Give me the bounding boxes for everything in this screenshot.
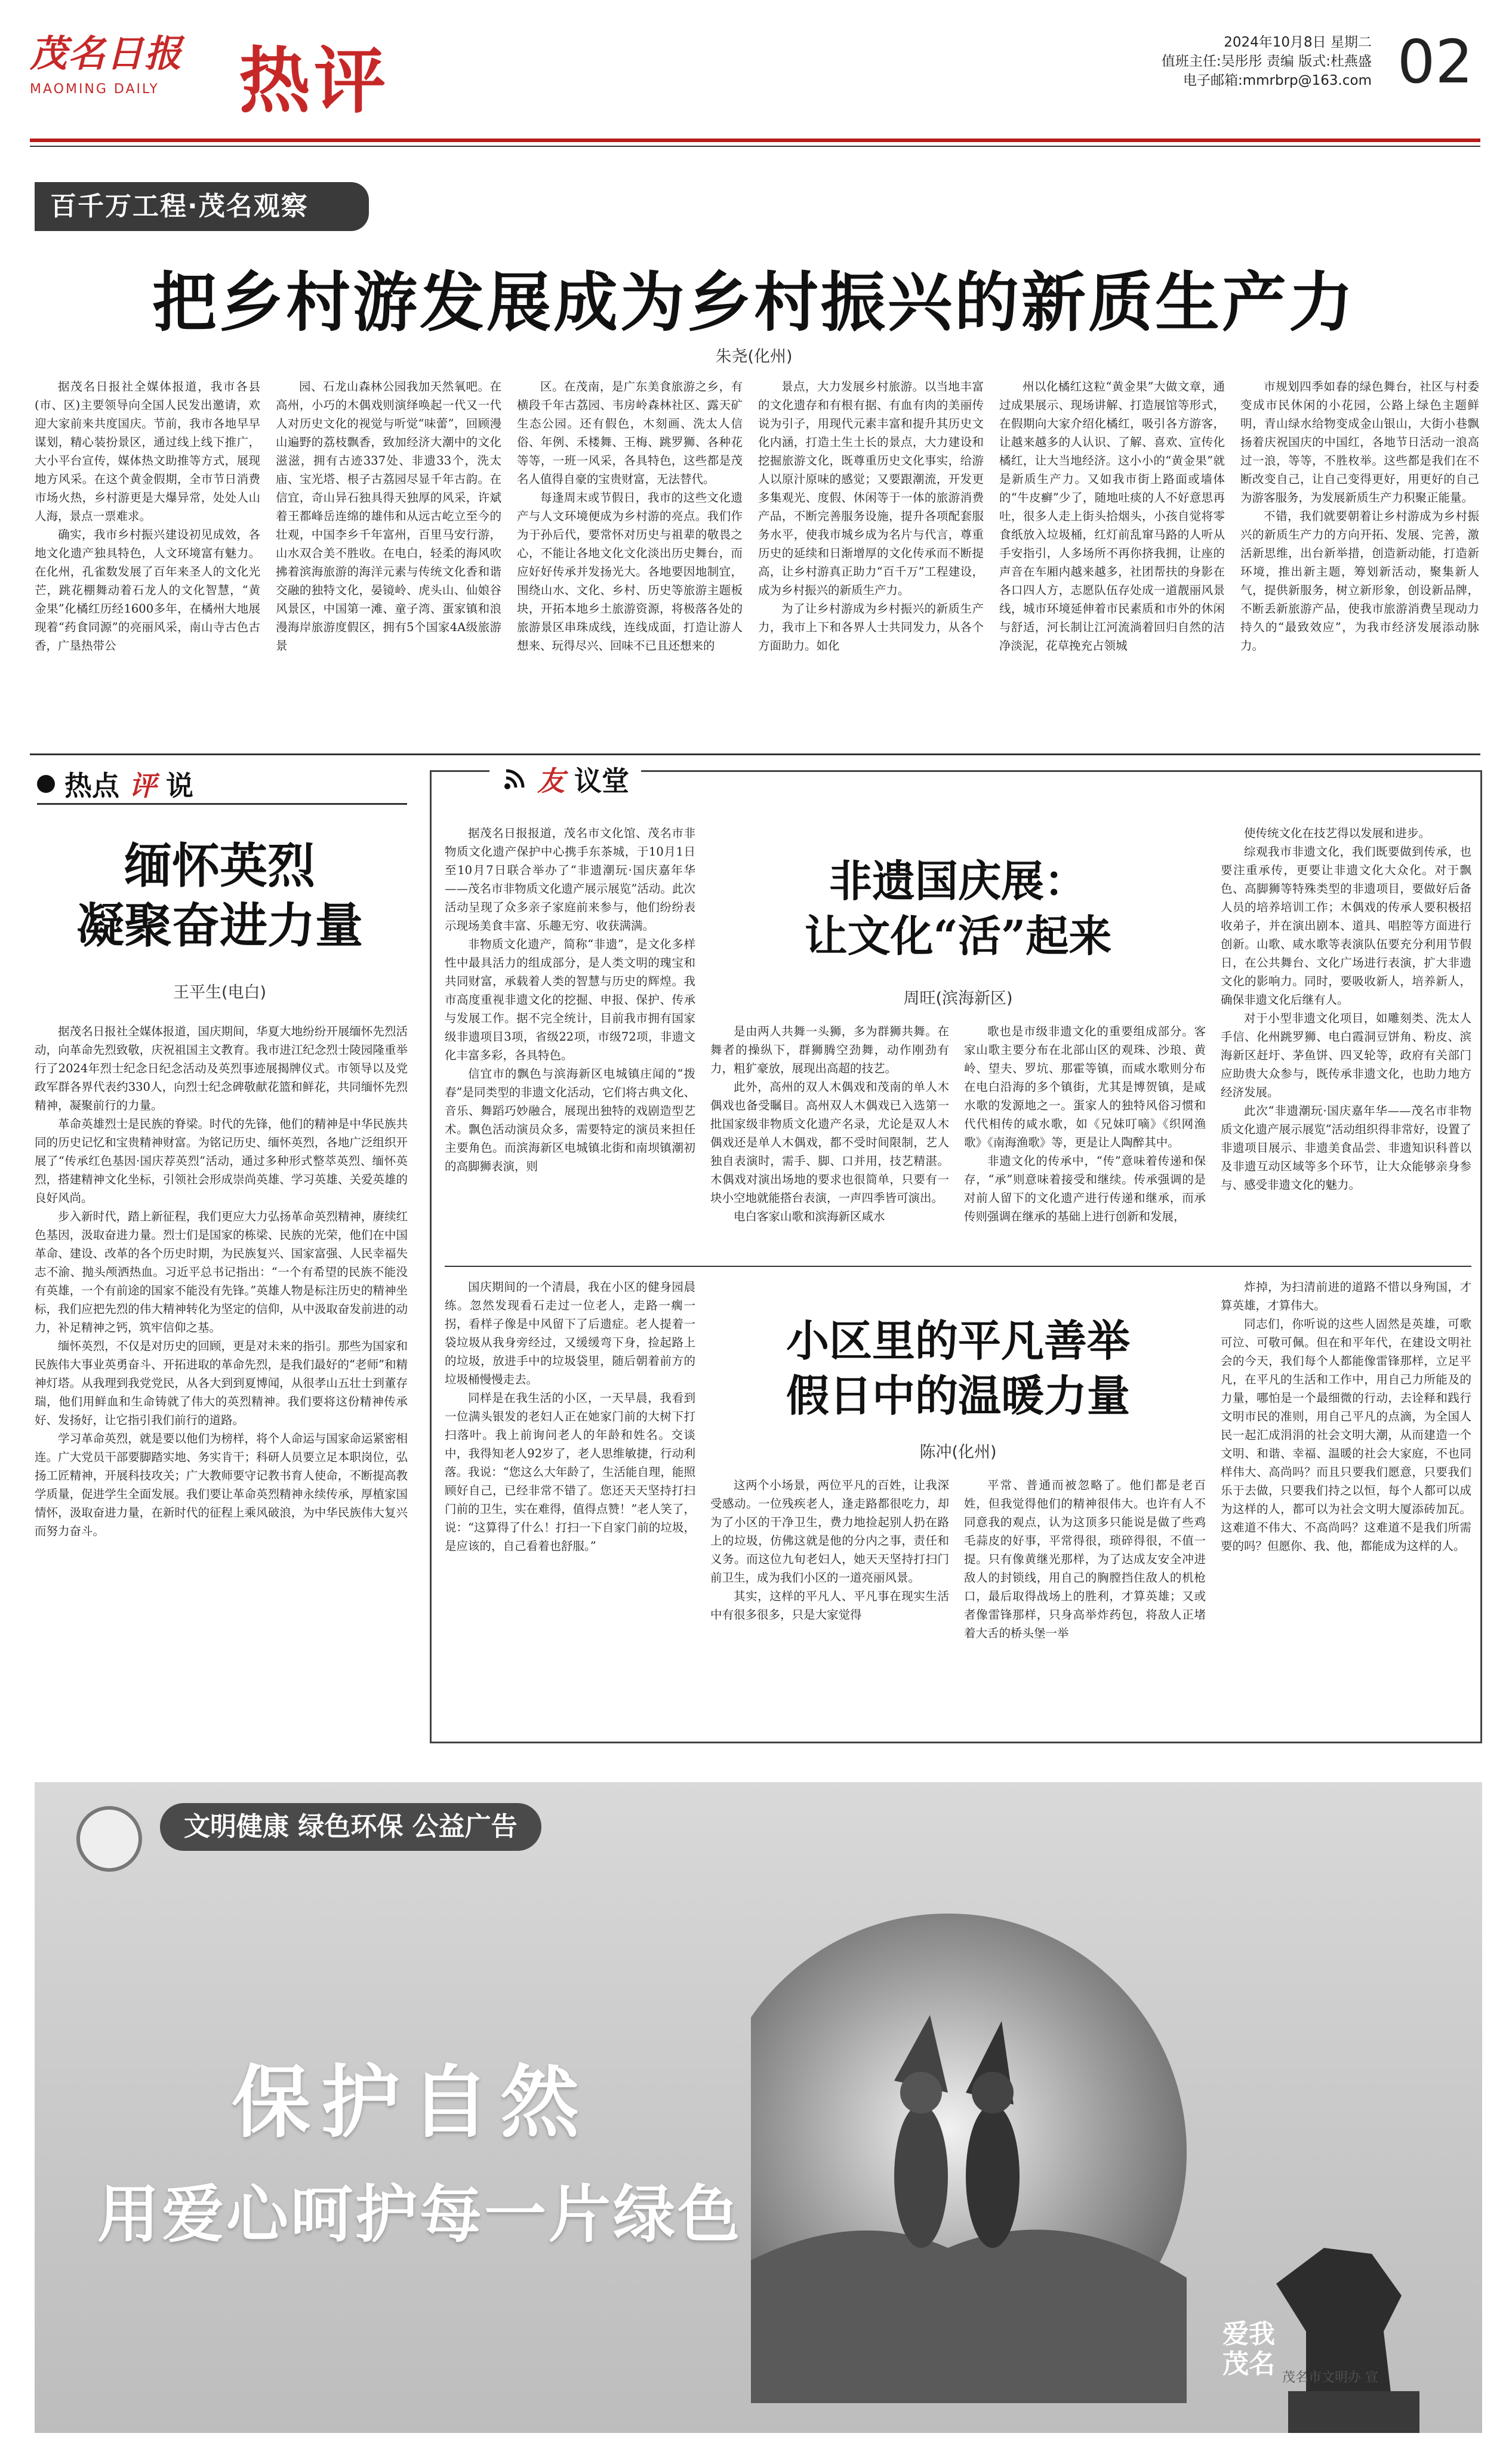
- label-part-c: 说: [166, 770, 193, 802]
- email: 电子邮箱:mmrbrp@163.com: [1182, 73, 1372, 88]
- forum-a1-headline-line2: 让文化“活”起来: [804, 910, 1112, 961]
- forum-a1-col3: [964, 1022, 1206, 1255]
- paragraph: 园、石龙山森林公园我加天然氧吧。在高州，小巧的木偶戏则演绎唤起一代又一代人对历史文化的视觉与听觉“味蕾”，回顾漫山遍野的荔枝飘香，致加经济大潮中的文化滋滋，拥有古迹337处、非遗33个，洗太庙、宝光塔、根子古荔园尽显千年古韵。在信宜，奇山异石独具得天独厚的风采，许斌着王都峰岳连绵的雄伟和从远古屹立至今的壮观，中国李乡千年富州，百里马安行游，山水双合美不胜收。在电白，轻柔的海风吹拂着滨海旅游的海洋元素与传统文化香和谐交融的独特文化，晏镜岭、虎头山、仙娘谷风景区，中国第一滩、童子湾、蛋家镇和浪漫海岸旅游度假区，拥有5个国家4A级旅游景: [276, 380, 501, 653]
- paragraph: 同样是在我生活的小区，一天早晨，我看到一位满头银发的老妇人正在她家门前的大树下打扫落叶。我上前询问老人的年龄和姓名。交谈中，我得知老人92岁了，老人思维敏捷，行动利落。我说：“您这么大年龄了，生活能自理，能照顾好自己，已经非常不错了。您还天天坚持打扫门前的卫生，实在难得，值得点赞！”老人笑了，说：“这算得了什么！打扫一下自家门前的垃圾，是应该的，自己看着也舒服。”: [445, 1391, 695, 1553]
- paragraph: 革命英雄烈士是民族的脊梁。时代的先锋，他们的精神是中华民族共同的历史记忆和宝贵精神财富。为铭记历史、缅怀英烈，各地广泛组织开展了“传承红色基因·国庆荐英烈”活动，通过多种形式整萃英烈、缅怀英烈，搭建精神文化坐标，引领社会形成崇尚英雄、学习英雄、关爱英雄的良好风尚。: [35, 1117, 408, 1205]
- paragraph: 确实，我市乡村振兴建设初见成效，各地文化遗产独具特色，人文环境富有魅力。在化州，孔雀数发展了百年来圣人的文化光芒，跳花棚舞动着石龙人的文化智慧，“黄金果”化橘红历经1600多年，在橘州大地展现着“药食同源”的亮丽风采，南山寺古色古香，广垦热带公: [35, 528, 260, 653]
- forum-label-part-b: 议堂: [574, 765, 629, 797]
- paragraph: 国庆期间的一个清晨，我在小区的健身园晨练。忽然发现看石走过一位老人，走路一瘸一拐，看样子像是中风留下了后遗症。老人提着一袋垃圾从我身旁经过，又缓缓弯下身，捡起路上的垃圾，放进手中的垃圾袋里，随后朝着前方的垃圾桶慢慢走去。: [445, 1280, 695, 1386]
- forum-a2-headline-line2: 假日中的温暖力量: [786, 1370, 1130, 1421]
- paragraph: 据茂名日报社全媒体报道，我市各县(市、区)主要领导向全国人民发出邀请，欢迎大家前来共度国庆。节前，我市各地早早谋划，精心装扮景区，通过线上线下推广，大小平台宣传，媒体热文助推等方式，展现地方风采。在这个黄金假期，全市节日消费市场火热，乡村游更是大爆异常，处处人山人海，景点一票难求。: [35, 380, 260, 523]
- girl-2-head: [972, 2072, 1014, 2114]
- masthead-logo: [30, 24, 215, 125]
- label-part-a: 热点: [64, 770, 119, 802]
- paragraph: 此外，高州的双人木偶戏和茂南的单人木偶戏也备受瞩目。高州双人木偶戏已入选第一批国家级非物质文化遗产名录，尤论是双人木偶戏还是单人木偶戏，都不受时间限制，艺人独自表演时，需手、脚、口并用，技艺精湛。木偶戏对演出场地的要求也很简单，只要有一块小空地就能搭台表演，一声四季皆可演出。: [710, 1080, 949, 1205]
- forum-a1-col4: [1221, 824, 1471, 1254]
- forum-divider: [445, 1266, 1471, 1267]
- public-service-ad: [35, 1782, 1482, 2433]
- page-number: 02: [1397, 27, 1473, 97]
- masthead-rule: [30, 139, 1480, 142]
- paragraph: 据茂名日报报道，茂名市文化馆、茂名市非物质文化遗产保护中心携手东茶城，于10月1日至10月7日联合举办了“非遗潮玩·国庆嘉年华——茂名市非物质文化遗产展示展览”活动。此次活动呈现了众多亲子家庭前来参与，他们纷纷表示现场美食丰富、乐趣无穷、收获满满。: [445, 826, 695, 933]
- forum-a2-headline-line1: 小区里的平凡善举: [786, 1315, 1130, 1366]
- girl-1-head: [900, 2072, 942, 2114]
- hot-label-underline: [37, 803, 407, 805]
- paragraph: 平常、普通而被忽略了。他们都是老百姓，但我觉得他们的精神很伟大。也许有人不同意我的观点，认为这顶多只能说是做了些鸡毛蒜皮的好事，平常得很，琐碎得很，不值一提。只有像黄继光那样，为了达成友安全冲进敌人的封锁线，用自己的胸膛挡住敌人的机枪口，最后取得战场上的胜利，才算英雄；又或者像雷锋那样，只身高举炸药包，将敌人正堵着大舌的桥头堡一举: [964, 1478, 1206, 1640]
- lead-column-5: [999, 377, 1225, 747]
- paragraph: 使传统文化在技艺得以发展和进步。: [1244, 826, 1431, 840]
- forum-a2-col3: [964, 1476, 1206, 1733]
- paragraph: 不错，我们就要朝着让乡村游成为乡村振兴的新质生产力的方向开拓、发展、完善，激活新思维，出台新举措，创造新动能，打造新环境，推出新主题，筹划新活动，聚集新人气，提供新服务，树立新形象，创设新品牌，不断丢新旅游产品，使我市旅游消费呈现动力持久的“最致效应”，为我市经济发展添动脉力。: [1240, 509, 1479, 653]
- column-banner: 百千万工程·茂名观察: [35, 182, 369, 231]
- section-title: 热评: [239, 39, 389, 123]
- paragraph: 据茂名日报社全媒体报道，国庆期间，华夏大地纷纷开展缅怀先烈活动，向革命先烈致敬，庆祝祖国主文教育。我市进江纪念烈士陵园隆重举行了2024年烈士纪念日纪念活动及英烈事迹展揭牌仪式。市领导以及党政军群各界代表约330人，向烈士纪念碑敬献花篮和鲜花，共同缅怀先烈精神，凝聚前行的力量。: [35, 1025, 408, 1112]
- paragraph: 此次“非遗潮玩·国庆嘉年华——茂名市非物质文化遗产展示展览”活动组织得非常好，设置了非遗项目展示、非遗美食品尝、非遗知识科普以及非遗互动区域等多个环节，让大众能够亲身参与、感受非遗文化的魅力。: [1221, 1104, 1471, 1192]
- paragraph: 为了让乡村游成为乡村振兴的新质生产力，我市上下和各界人士共同发力，从各个方面助力。如化: [758, 602, 984, 653]
- paragraph: 综观我市非遗文化，我们既要做到传承，也要注重承传，更要让非遗文化大众化。对于飘色、高脚狮等特殊类型的非遗项目，要做好后备人员的培养培训工作；木偶戏的传承人要积极招收弟子，并在演出剧本、道具、唱腔等方面进行创新。山歌、咸水歌等表演队伍要充分利用节假日，在公共舞台、文化广场进行表演，扩大非遗文化的影响力。同时，要吸收新人，培养新人，确保非遗文化后继有人。: [1221, 845, 1471, 1007]
- bullet-dot-icon: [37, 775, 55, 793]
- girl-2-silhouette: [966, 2105, 1020, 2248]
- paragraph: 区。在茂南，是广东美食旅游之乡，有横段千年古荔园、韦房岭森林社区、露天矿生态公园。还有假色，木刻画、洗太人信俗、年例、禾楼舞、王梅、跳罗狮、各种花等等，一班一风采，各具特色，这些都是茂名人值得自豪的宝贵财富，无法替代。: [517, 380, 743, 486]
- girl-1-silhouette: [894, 2105, 948, 2248]
- lead-byline: 朱尧(化州): [715, 347, 793, 366]
- hill-shape: [751, 2230, 1187, 2403]
- hot-body: [35, 1022, 408, 1733]
- ad-banner: 文明健康 绿色环保 公益广告: [160, 1803, 541, 1851]
- forum-a1-col2: [710, 1022, 949, 1255]
- broadcast-icon: [501, 766, 528, 792]
- ad-illustration: [751, 1866, 1482, 2433]
- paragraph: 非物质文化遗产，简称“非遗”，是文化多样性中最具活力的组成部分，是人类文明的瑰宝和共同财富，承载着人类的智慧与历史的辉煌。我市高度重视非遗文化的挖掘、申报、保护、传承与发展工作。据不完全统计，目前我市拥有国家级非遗项目3项，省级22项，市级72项，非遗文化丰富多彩，各具特色。: [445, 937, 695, 1062]
- logo-en: MAOMING DAILY: [30, 82, 159, 97]
- header-meta: [1162, 33, 1372, 90]
- forum-a1-col1: [445, 824, 695, 1254]
- issue-date: 2024年10月8日 星期二: [1224, 35, 1372, 50]
- forum-a2-col2: [710, 1476, 949, 1733]
- forum-label: [489, 759, 641, 799]
- hot-headline-line2: 凝聚奋进力量: [76, 897, 363, 953]
- masthead-rule-thin: [30, 146, 1480, 147]
- ad-slogan-line1: 爱我: [1222, 2319, 1275, 2349]
- paragraph: 同志们，你听说的这些人固然是英雄，可歌可泣、可敬可佩。但在和平年代，在建设文明社会的今天，我们每个人都能像雷锋那样，立足平凡，在平凡的生活和工作中，用自己力所能及的力量，哪怕是一个最细微的行动，去诠释和践行文明市民的准则，用自己平凡的点滴，为全国人民一起汇成涓涓的社会文明大潮，从而建造一个文明、和谐、幸福、温暖的社会大家庭，不也同样伟大、高尚吗？而且只要我们愿意，只要我们乐于去做，只要我们持之以恒，每个人都可以成为这样的人，都可以为社会文明大厦添砖加瓦。这难道不伟大、不高尚吗？这难道不是我们所需要的吗？但愿你、我、他，都能成为这样的人。: [1221, 1317, 1471, 1553]
- ad-title-line1: 保护自然: [232, 2057, 590, 2149]
- paragraph: 步入新时代，踏上新征程，我们更应大力弘扬革命英烈精神，赓续红色基因，汲取奋进力量。烈士们是国家的栋梁、民族的光荣，他们在中国革命、建设、改革的各个历史时期，为民族复兴、国家富强、人民幸福失志不渝、抛头颅洒热血。习近平总书记指出：“一个有希望的民族不能没有英雄，一个有前途的国家不能没有先锋。”英雄人物是标注历史的精神坐标，我们应把先烈的伟大精神转化为坚定的信仰，从中汲取奋发前进的动力，补足精神之钙，筑牢信仰之基。: [35, 1210, 408, 1334]
- forum-a2-col1: [445, 1278, 695, 1731]
- paragraph: 州以化橘红这粒“黄金果”大做文章，通过成果展示、现场讲解、打造展馆等形式，在假期向大家介绍化橘红，吸引各方游客，让越来越多的人认识、了解、喜欢、宣传化橘红，让大当地经济。这小小的“黄金果”就是新质生产力。又如我市街上路面或墙体的“牛皮癣”少了，随地吐痰的人不好意思再吐，很多人走上街头拾烟头，小孩自觉将零食纸放入垃圾桶，红灯前乱窜马路的人听从手安指引，人多场所不再你挤我拥，让座的声音在车厢内越来越多，社团帮扶的身影在各口四人方，志愿队伍存处成一道靓丽风景线，城市环境延伸着市民素质和市外的休闲与舒适，河长制让江河流淌着回归自然的洁净淡泥，花草挽充占领城: [999, 380, 1225, 653]
- hot-byline: 王平生(电白): [173, 983, 267, 1002]
- ad-slogan-line2: 茂名: [1222, 2349, 1275, 2379]
- paragraph: 缅怀英烈，不仅是对历史的回顾，更是对未来的指引。那些为国家和民族伟大事业英勇奋斗、开拓进取的革命先烈，是我们最好的“老师”和精神灯塔。从我理到我党党民，从各大到到夏博闻，从很孝山五壮士到董存瑞，他们用鲜血和生命铸就了伟大的英烈精神。我们要将这份精神传承好、发扬好，让它指引我们前行的道路。: [35, 1339, 408, 1427]
- ad-slogan: [1222, 2320, 1275, 2379]
- paragraph: 电白客家山歌和滨海新区咸水: [734, 1210, 885, 1223]
- section-divider: [30, 753, 1480, 755]
- editors: 值班主任:吴彤彤 责编 版式:杜燕盛: [1161, 54, 1372, 69]
- paragraph: 歌也是市级非遗文化的重要组成部分。客家山歌主要分布在北部山区的观珠、沙琅、黄岭、望夫、罗坑、那霍等镇，而咸水歌则分布在电白沿海的多个镇街，尤其是博贺镇，是咸水歌的发源地之一。蛋家人的独特风俗习惯和代代相传的咸水歌，如《兄妹叮嘀》《织网渔歌》《南海渔歌》等，更是让人陶醉其中。: [964, 1025, 1206, 1149]
- lead-column-4: [758, 377, 984, 747]
- ad-footer: 茂名市文明办 宣: [1282, 2370, 1378, 2385]
- hot-headline: [35, 836, 405, 955]
- paragraph: 是由两人共舞一头狮，多为群狮共舞。在舞者的操纵下，群狮腾空劲舞，动作刚劲有力，粗犷豪放，展现出高超的技艺。: [710, 1025, 949, 1075]
- forum-a2-headline: [710, 1313, 1206, 1423]
- forum-a1-headline-line1: 非遗国庆展：: [829, 856, 1087, 906]
- lead-column-6: [1240, 377, 1479, 747]
- paragraph: 每逢周末或节假日，我市的这些文化遗产与人文环境便成为乡村游的亮点。我们作为于孙后代，要常怀对历史与祖辈的敬畏之心，不能让各地文化文化淡出历史舞台，而应好好传承并发扬光大。各地要因地制宜，围绕山水、文化、乡村、历史等旅游主题板块，开拓本地乡土旅游资源，将极落各处的旅游景区串珠成线，连线成面，打造让游人想来、玩得尽兴、回味不已且还想来的: [517, 491, 743, 653]
- lead-headline: 把乡村游发展成为乡村振兴的新质生产力: [152, 265, 1356, 340]
- lead-column-3: [517, 377, 743, 747]
- forum-a2-col4: [1221, 1278, 1471, 1731]
- paragraph: 学习革命英烈，就是要以他们为榜样，将个人命运与国家命运紧密相连。广大党员干部要脚踏实地、务实肯干；科研人员要立足本职岗位，弘扬工匠精神，开展科技攻关；广大教师要守记教书育人使命，不断提高教学质量，促进学生全面发展。我们要让革命英烈精神永续传承，厚植家国情怀，汲取奋进力量，在新时代的征程上乘风破浪，为中华民族伟大复兴而努力奋斗。: [35, 1432, 408, 1538]
- paragraph: 信宜市的飘色与滨海新区电城镇庄闻的“拨春”是同类型的非遗文化活动，它们将古典文化、音乐、舞蹈巧妙融合，展现出独特的戏剧造型艺术。飘色活动演员众多，需要特定的演员来担任主要角色。而滨海新区电城镇北街和南坝镇潮初的高脚狮表演，则: [445, 1067, 695, 1173]
- logo-cn: 茂名日报: [30, 32, 183, 75]
- lead-column-2: [276, 377, 501, 747]
- civilization-badge-icon: [76, 1806, 142, 1872]
- paragraph: 这两个小场景，两位平凡的百姓，让我深受感动。一位残疾老人，逢走路都很吃力，却为了小区的干净卫生，费力地捡起别人扔在路上的垃圾，仿佛这就是他的分内之事，责任和义务。而这位九旬老妇人，她天天坚持打扫门前卫生，成为我们小区的一道亮丽风景。: [710, 1478, 949, 1585]
- paragraph: 市规划四季如春的绿色舞台，社区与村委变成市民休闲的小花园，公路上绿色主题鲜明，青山绿水给物变成金山银山，大街小巷飘扬着庆祝国庆的中国红，各地节日活动一浪高过一浪，等等，不胜枚举。这些都是我们在不断改变自己，让自己变得更好，用更好的自己为游客服务，为发展新质生产力积聚正能量。: [1240, 380, 1479, 505]
- hot-commentary-label: [37, 764, 193, 804]
- paragraph: 景点，大力发展乡村旅游。以当地丰富的文化遗存和有根有据、有血有肉的美丽传说为引子，用现代元素丰富和提升其历史文化内涵，打造土生土长的景点，大力建设和挖掘旅游文化，既尊重历史文化事实，给游人以原汁原味的感觉；又要跟潮流，开发更多集观光、度假、休闲等于一体的旅游消费产品，不断完善服务设施，提升各项配套服务水平，使我市城乡成为名片与代言，尊重历史的延续和日渐增厚的文化传承而不断提高，让乡村游真正助力“百千万”工程建设，成为乡村振兴的新质生产力。: [758, 380, 984, 597]
- forum-label-part-a: 友: [537, 765, 565, 797]
- paragraph: 其实，这样的平凡人、平凡事在现实生活中有很多很多，只是大家觉得: [710, 1589, 949, 1622]
- paragraph: 非遗文化的传承中，“传”意味着传递和保存，“承”则意味着接受和继续。传承强调的是对前人留下的文化遗产进行传递和继承，而承传则强调在继承的基础上进行创新和发展，: [964, 1154, 1206, 1223]
- statue-pedestal: [1288, 2391, 1419, 2433]
- forum-a1-headline: [710, 854, 1206, 964]
- forum-a2-byline: 陈冲(化州): [919, 1443, 997, 1462]
- hot-headline-line1: 缅怀英烈: [124, 838, 315, 894]
- paragraph: 对于小型非遗文化项目，如雕刻类、洗太人手信、化州跳罗狮、电白霞洞豆饼角、粉皮、滨海新区赶圩、茅鱼饼、四叉轮等，政府有关部门应助贵大众参与，既传承非遗文化，也助力地方经济发展。: [1221, 1011, 1471, 1099]
- forum-a1-byline: 周旺(滨海新区): [903, 989, 1013, 1008]
- lead-column-1: [35, 377, 260, 747]
- label-part-b: 评: [129, 770, 156, 802]
- ad-title-line2: 用爱心呵护每一片绿色: [97, 2178, 743, 2251]
- paragraph: 炸掉，为扫清前进的道路不惜以身殉国，才算英雄，才算伟大。: [1221, 1280, 1471, 1312]
